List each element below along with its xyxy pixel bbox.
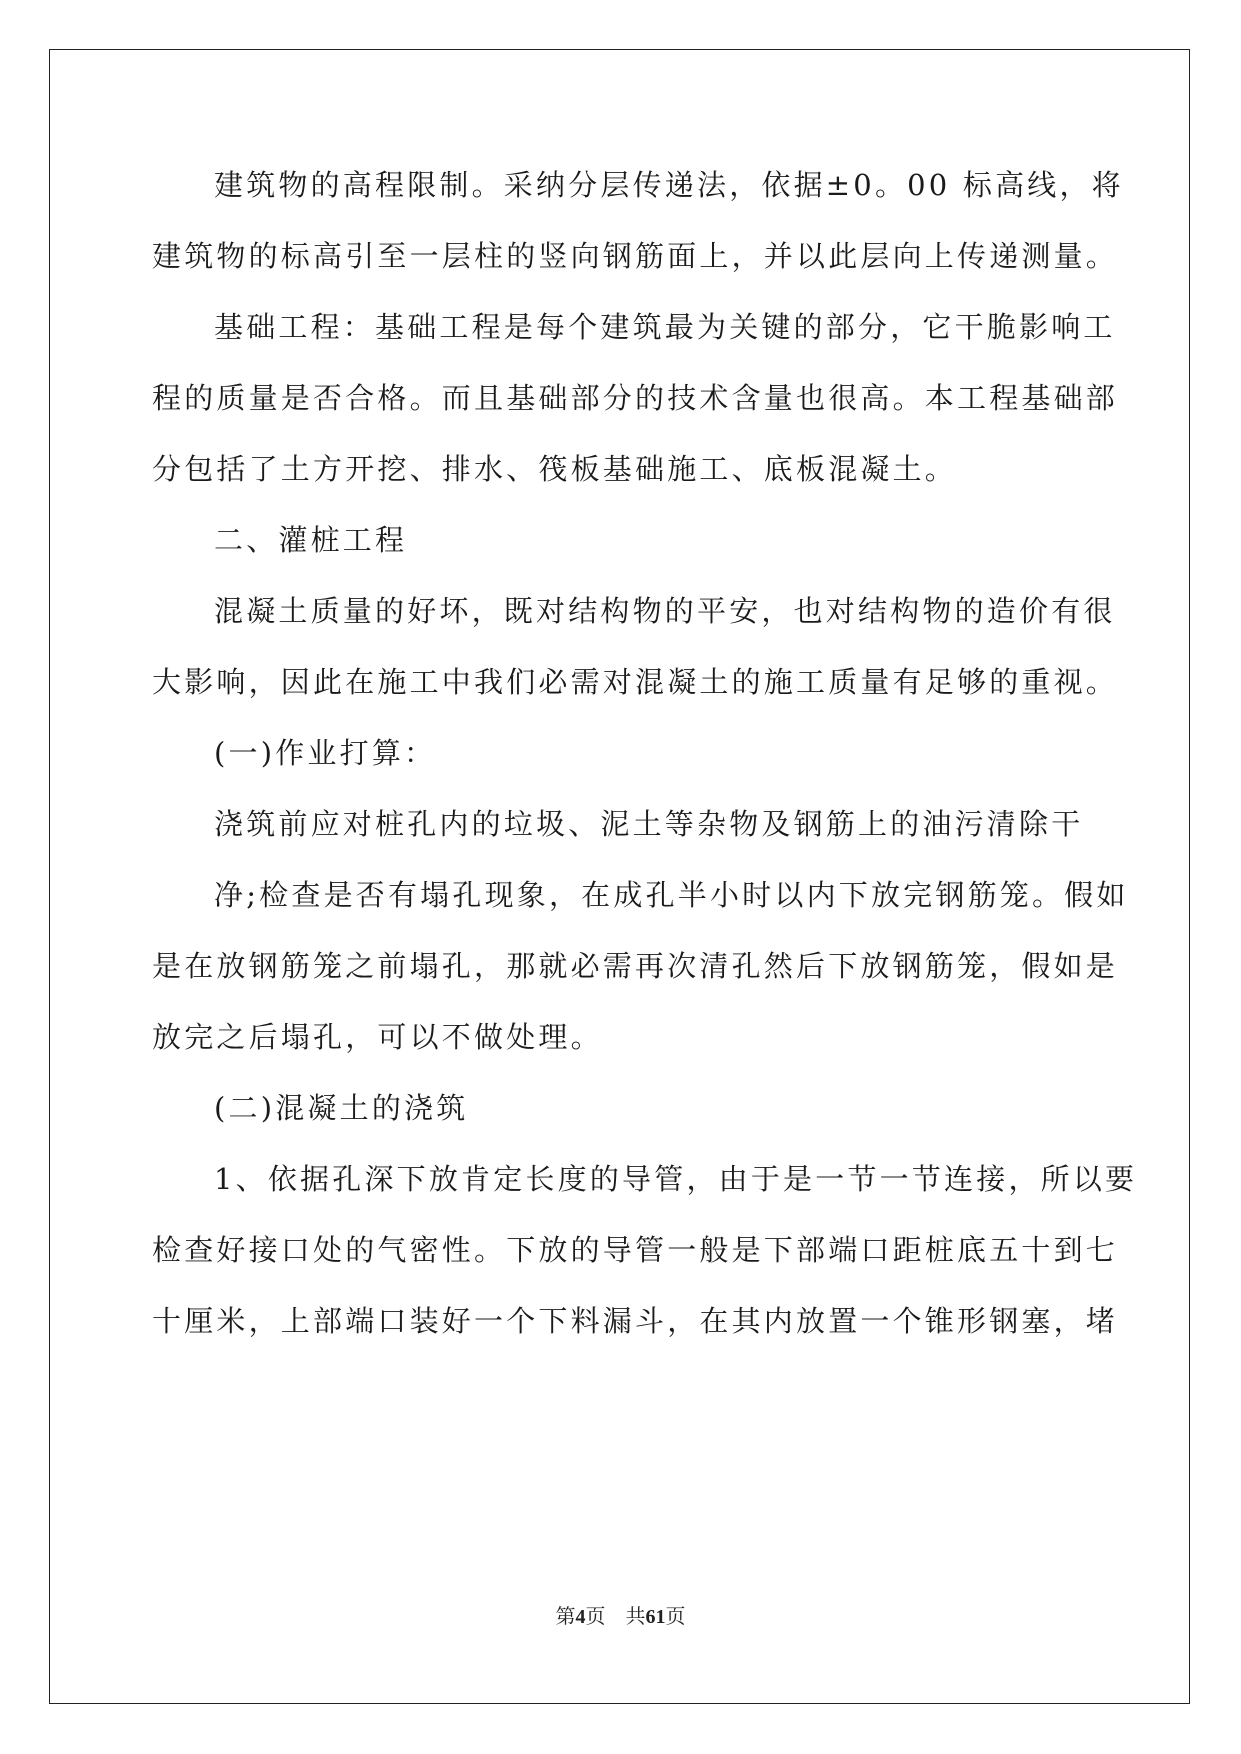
footer-prefix: 第 xyxy=(555,1606,576,1628)
footer-total-prefix: 共 xyxy=(625,1606,646,1628)
paragraph-line: 浇筑前应对桩孔内的垃圾、泥土等杂物及钢筋上的油污清除干 xyxy=(214,807,1084,841)
subsection-heading: (一)作业打算： xyxy=(214,736,437,770)
paragraph-line: 放完之后塌孔，可以不做处理。 xyxy=(152,1020,603,1054)
paragraph-line: 大影响，因此在施工中我们必需对混凝土的施工质量有足够的重视。 xyxy=(152,665,1119,699)
paragraph-line: 十厘米，上部端口装好一个下料漏斗，在其内放置一个锥形钢塞，堵 xyxy=(152,1304,1119,1338)
footer-page-suffix: 页 xyxy=(585,1606,606,1628)
paragraph-line: 基础工程：基础工程是每个建筑最为关键的部分，它干脆影响工 xyxy=(214,310,1116,344)
subsection-heading: (二)混凝土的浇筑 xyxy=(214,1091,469,1125)
footer-total-suffix: 页 xyxy=(665,1606,686,1628)
paragraph-line: 建筑物的高程限制。采纳分层传递法，依据±0。00 标高线，将 xyxy=(214,168,1124,202)
paragraph-line: 1、依据孔深下放肯定长度的导管，由于是一节一节连接，所以要 xyxy=(214,1162,1138,1196)
paragraph-line: 是在放钢筋笼之前塌孔，那就必需再次清孔然后下放钢筋笼，假如是 xyxy=(152,949,1119,983)
total-pages: 61 xyxy=(645,1606,666,1628)
paragraph-line: 建筑物的标高引至一层柱的竖向钢筋面上，并以此层向上传递测量。 xyxy=(152,239,1119,273)
page-number: 4 xyxy=(575,1606,586,1628)
page-footer xyxy=(0,1600,1241,1629)
paragraph-line: 净;检查是否有塌孔现象，在成孔半小时以内下放完钢筋笼。假如 xyxy=(214,878,1129,912)
paragraph-line: 分包括了土方开挖、排水、筏板基础施工、底板混凝土。 xyxy=(152,452,958,486)
section-heading: 二、灌桩工程 xyxy=(214,523,408,557)
paragraph-line: 检查好接口处的气密性。下放的导管一般是下部端口距桩底五十到七 xyxy=(152,1233,1119,1267)
paragraph-line: 程的质量是否合格。而且基础部分的技术含量也很高。本工程基础部 xyxy=(152,381,1119,415)
paragraph-line: 混凝土质量的好坏，既对结构物的平安，也对结构物的造价有很 xyxy=(214,594,1116,628)
